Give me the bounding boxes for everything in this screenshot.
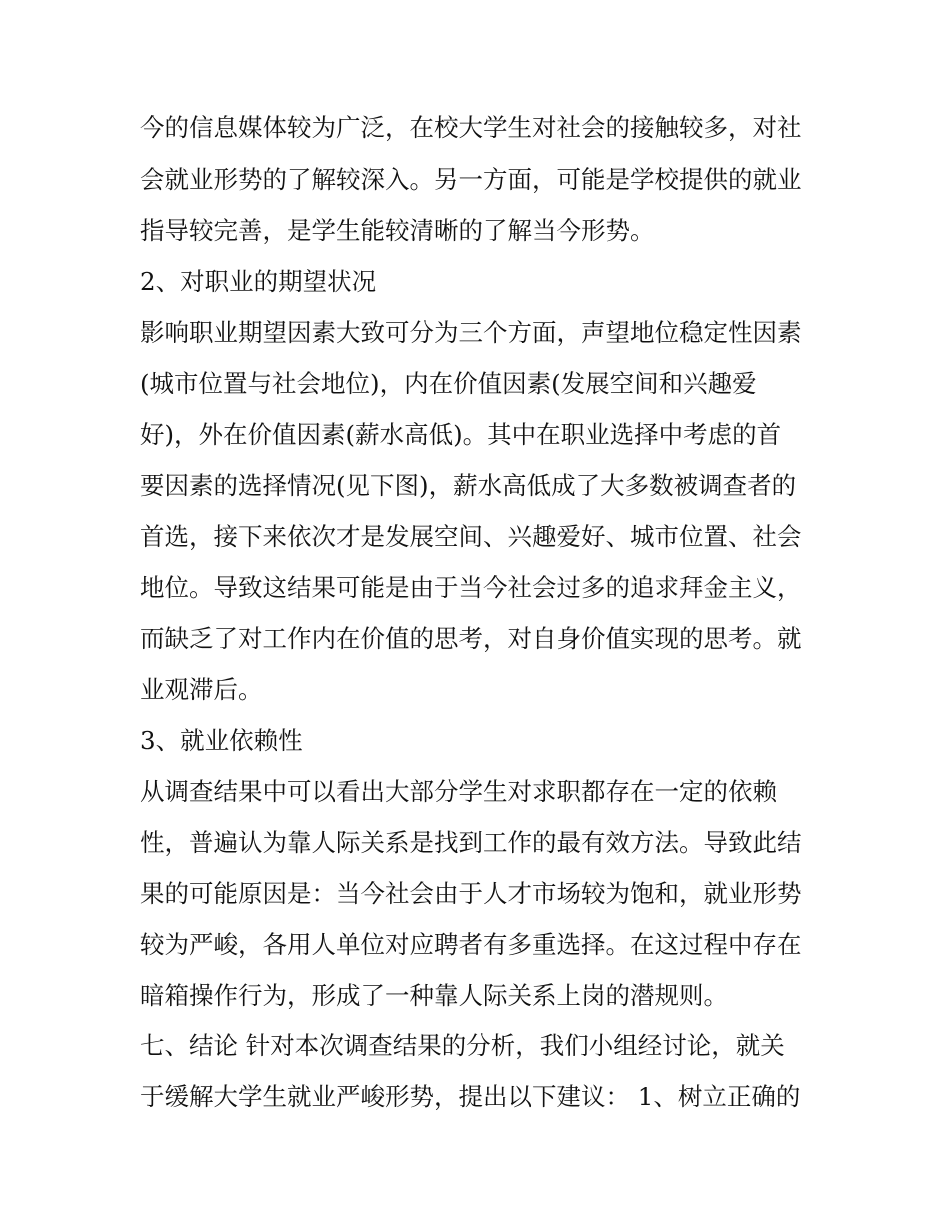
paragraph-line: 而缺乏了对工作内在价值的思考，对自身价值实现的思考。就 xyxy=(140,624,802,653)
section-heading: 2、对职业的期望状况 xyxy=(140,267,377,296)
paragraph-line: 会就业形势的了解较深入。另一方面，可能是学校提供的就业 xyxy=(140,165,802,194)
paragraph-line: 暗箱操作行为，形成了一种靠人际关系上岗的潜规则。 xyxy=(140,981,728,1010)
paragraph-line: 较为严峻，各用人单位对应聘者有多重选择。在这过程中存在 xyxy=(140,930,802,959)
paragraph-line: 指导较完善，是学生能较清晰的了解当今形势。 xyxy=(140,216,655,245)
paragraph-line: 要因素的选择情况(见下图)，薪水高低成了大多数被调查者的 xyxy=(140,471,797,500)
paragraph-line: 首选，接下来依次才是发展空间、兴趣爱好、城市位置、社会 xyxy=(140,522,802,551)
paragraph-line: 今的信息媒体较为广泛，在校大学生对社会的接触较多，对社 xyxy=(140,113,802,142)
paragraph-line: 七、结论 针对本次调查结果的分析，我们小组经讨论，就关 xyxy=(140,1031,785,1060)
paragraph-line: 业观滞后。 xyxy=(140,675,263,704)
paragraph-line: 地位。导致这结果可能是由于当今社会过多的追求拜金主义， xyxy=(140,573,802,602)
section-heading: 3、就业依赖性 xyxy=(140,726,303,755)
paragraph-line: 从调查结果中可以看出大部分学生对求职都存在一定的依赖 xyxy=(140,777,777,806)
paragraph-line: 影响职业期望因素大致可分为三个方面，声望地位稳定性因素 xyxy=(140,318,802,347)
paragraph-line: (城市位置与社会地位)，内在价值因素(发展空间和兴趣爱 xyxy=(140,369,757,398)
paragraph-line: 好)，外在价值因素(薪水高低)。其中在职业选择中考虑的首 xyxy=(140,420,782,449)
paragraph-line: 性，普遍认为靠人际关系是找到工作的最有效方法。导致此结 xyxy=(140,828,802,857)
paragraph-line: 果的可能原因是：当今社会由于人才市场较为饱和，就业形势 xyxy=(140,879,802,908)
paragraph-line: 于缓解大学生就业严峻形势，提出以下建议： 1、树立正确的 xyxy=(140,1082,801,1111)
